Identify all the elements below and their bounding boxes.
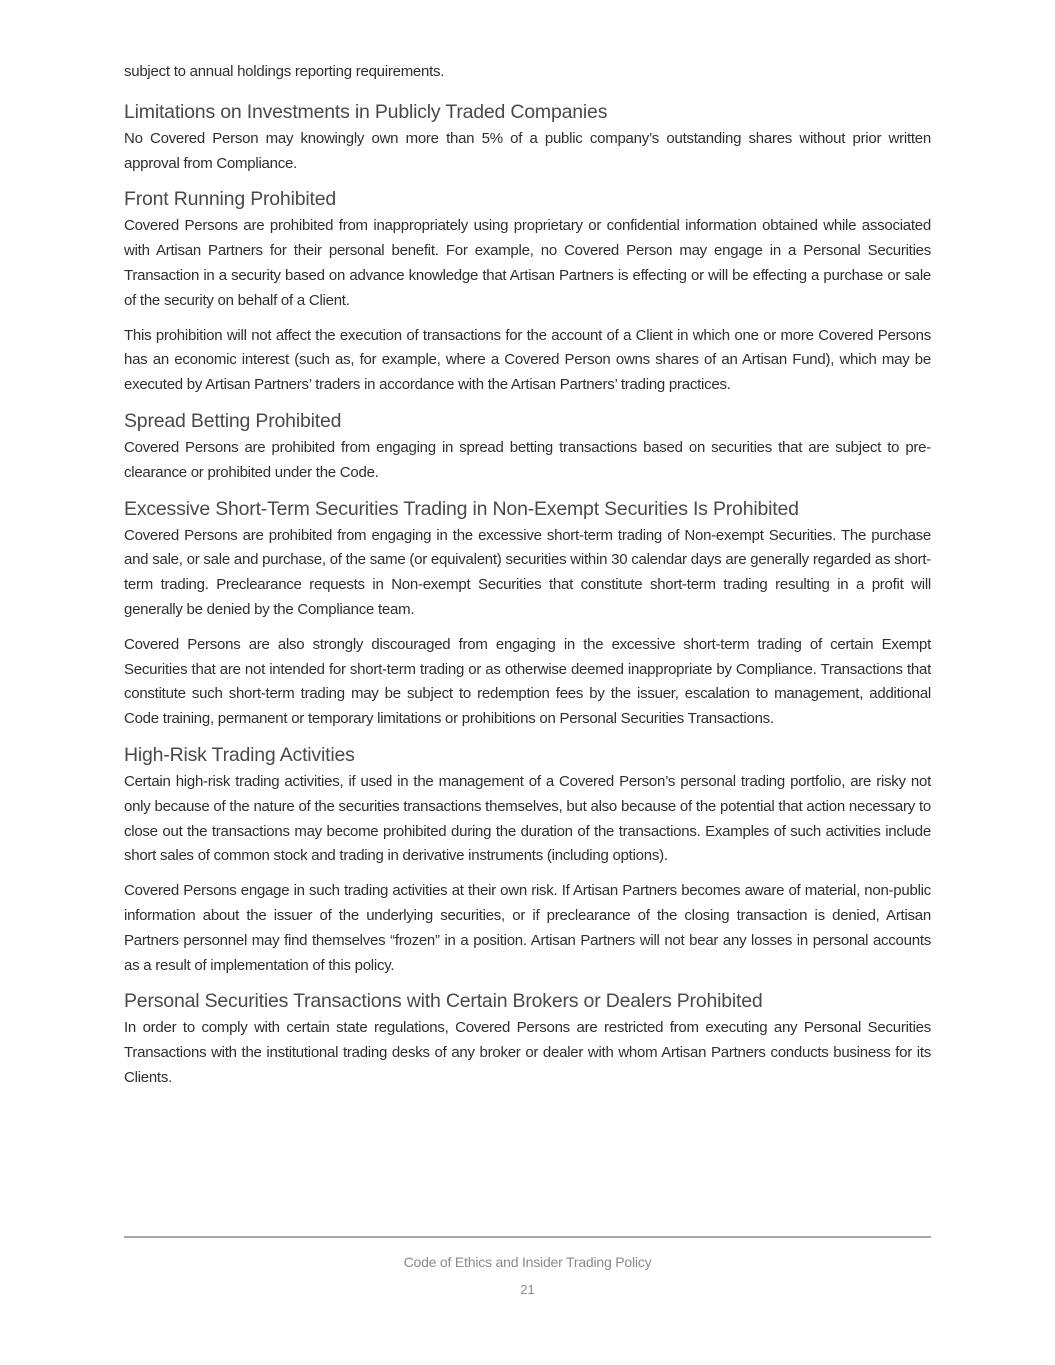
section-paragraph: Covered Persons are prohibited from inappropriately using proprietary or confidential information obtained while associated with Artisan Partners for their personal benefit. For example, no Covered Person may engage in a Personal Securities Transaction in a security based on advance knowledge that Artisan Partners is effecting or will be effecting a purchase or sale of the security on behalf of a Client. <box>124 217 931 309</box>
section-paragraph: Covered Persons are also strongly discouraged from engaging in the excessive short-term trading of certain Exempt Securities that are not intended for short-term trading or as otherwise deemed inappropriate by Compliance. Transactions that constitute such short-term trading may be subject to redemption fees by the issuer, escalation to management, additional Code training, permanent or temporary limitations or prohibitions on Personal Securities Transactions. <box>124 635 931 728</box>
section-heading: Personal Securities Transactions with Certain Brokers or Dealers Prohibited <box>124 990 763 1013</box>
section-paragraph: In order to comply with certain state regulations, Covered Persons are restricted from executing any Personal Securities Transactions with the institutional trading desks of any broker or dealer with whom Artisan Partners conducts business for its Clients. <box>124 1019 931 1086</box>
footer-page-number: 21 <box>520 1282 535 1297</box>
section-heading: Spread Betting Prohibited <box>124 409 342 432</box>
footer-document-title: Code of Ethics and Insider Trading Policy <box>403 1254 652 1270</box>
section-heading: High-Risk Trading Activities <box>124 743 355 766</box>
intro-paragraph: subject to annual holdings reporting requirements. <box>124 63 445 80</box>
section-paragraph: Covered Persons are prohibited from engaging in the excessive short-term trading of Non-exempt Securities. The purchase and sale, or sale and purchase, of the same (or equivalent) securities within 30 calendar days are generally regarded as short-term trading. Preclearance requests in Non-exempt Securities that constitute short-term trading resulting in a profit will generally be denied by the Compliance team. <box>124 526 931 618</box>
section-heading: Excessive Short-Term Securities Trading in Non-Exempt Securities Is Prohibited <box>124 497 799 520</box>
section-paragraph: Covered Persons are prohibited from engaging in spread betting transactions based on securities that are subject to pre-clearance or prohibited under the Code. <box>124 438 931 481</box>
section-short-term-trading <box>124 496 931 732</box>
section-spread-betting <box>124 408 931 486</box>
section-paragraph: Certain high-risk trading activities, if used in the management of a Covered Person’s personal trading portfolio, are risky not only because of the nature of the securities transactions themselves, but also because of the potential that action necessary to close out the transactions may become prohibited during the duration of the transactions. Examples of such activities include short sales of common stock and trading in derivative instruments (including options). <box>124 772 931 865</box>
section-front-running <box>124 186 931 398</box>
footer-divider <box>124 1236 931 1238</box>
section-paragraph: Covered Persons engage in such trading activities at their own risk. If Artisan Partners becomes aware of material, non-public information about the issuer of the underlying securities, or if preclearance of the closing transaction is denied, Artisan Partners personnel may find themselves “frozen” in a position. Artisan Partners will not bear any losses in personal accounts as a result of implementation of this policy. <box>124 882 931 974</box>
section-paragraph: No Covered Person may knowingly own more than 5% of a public company’s outstanding shares without prior written approval from Compliance. <box>124 129 931 172</box>
section-heading: Front Running Prohibited <box>124 188 336 211</box>
section-brokers-dealers <box>124 988 931 1090</box>
section-heading: Limitations on Investments in Publicly Traded Companies <box>124 100 608 123</box>
section-investment-limitations <box>124 99 931 177</box>
section-paragraph: This prohibition will not affect the execution of transactions for the account of a Client in which one or more Covered Persons has an economic interest (such as, for example, where a Covered Person owns shares of an Artisan Fund), which may be executed by Artisan Partners’ traders in accordance with the Artisan Partners’ trading practices. <box>124 326 931 394</box>
document-body <box>124 60 931 1101</box>
section-high-risk-trading <box>124 742 931 978</box>
